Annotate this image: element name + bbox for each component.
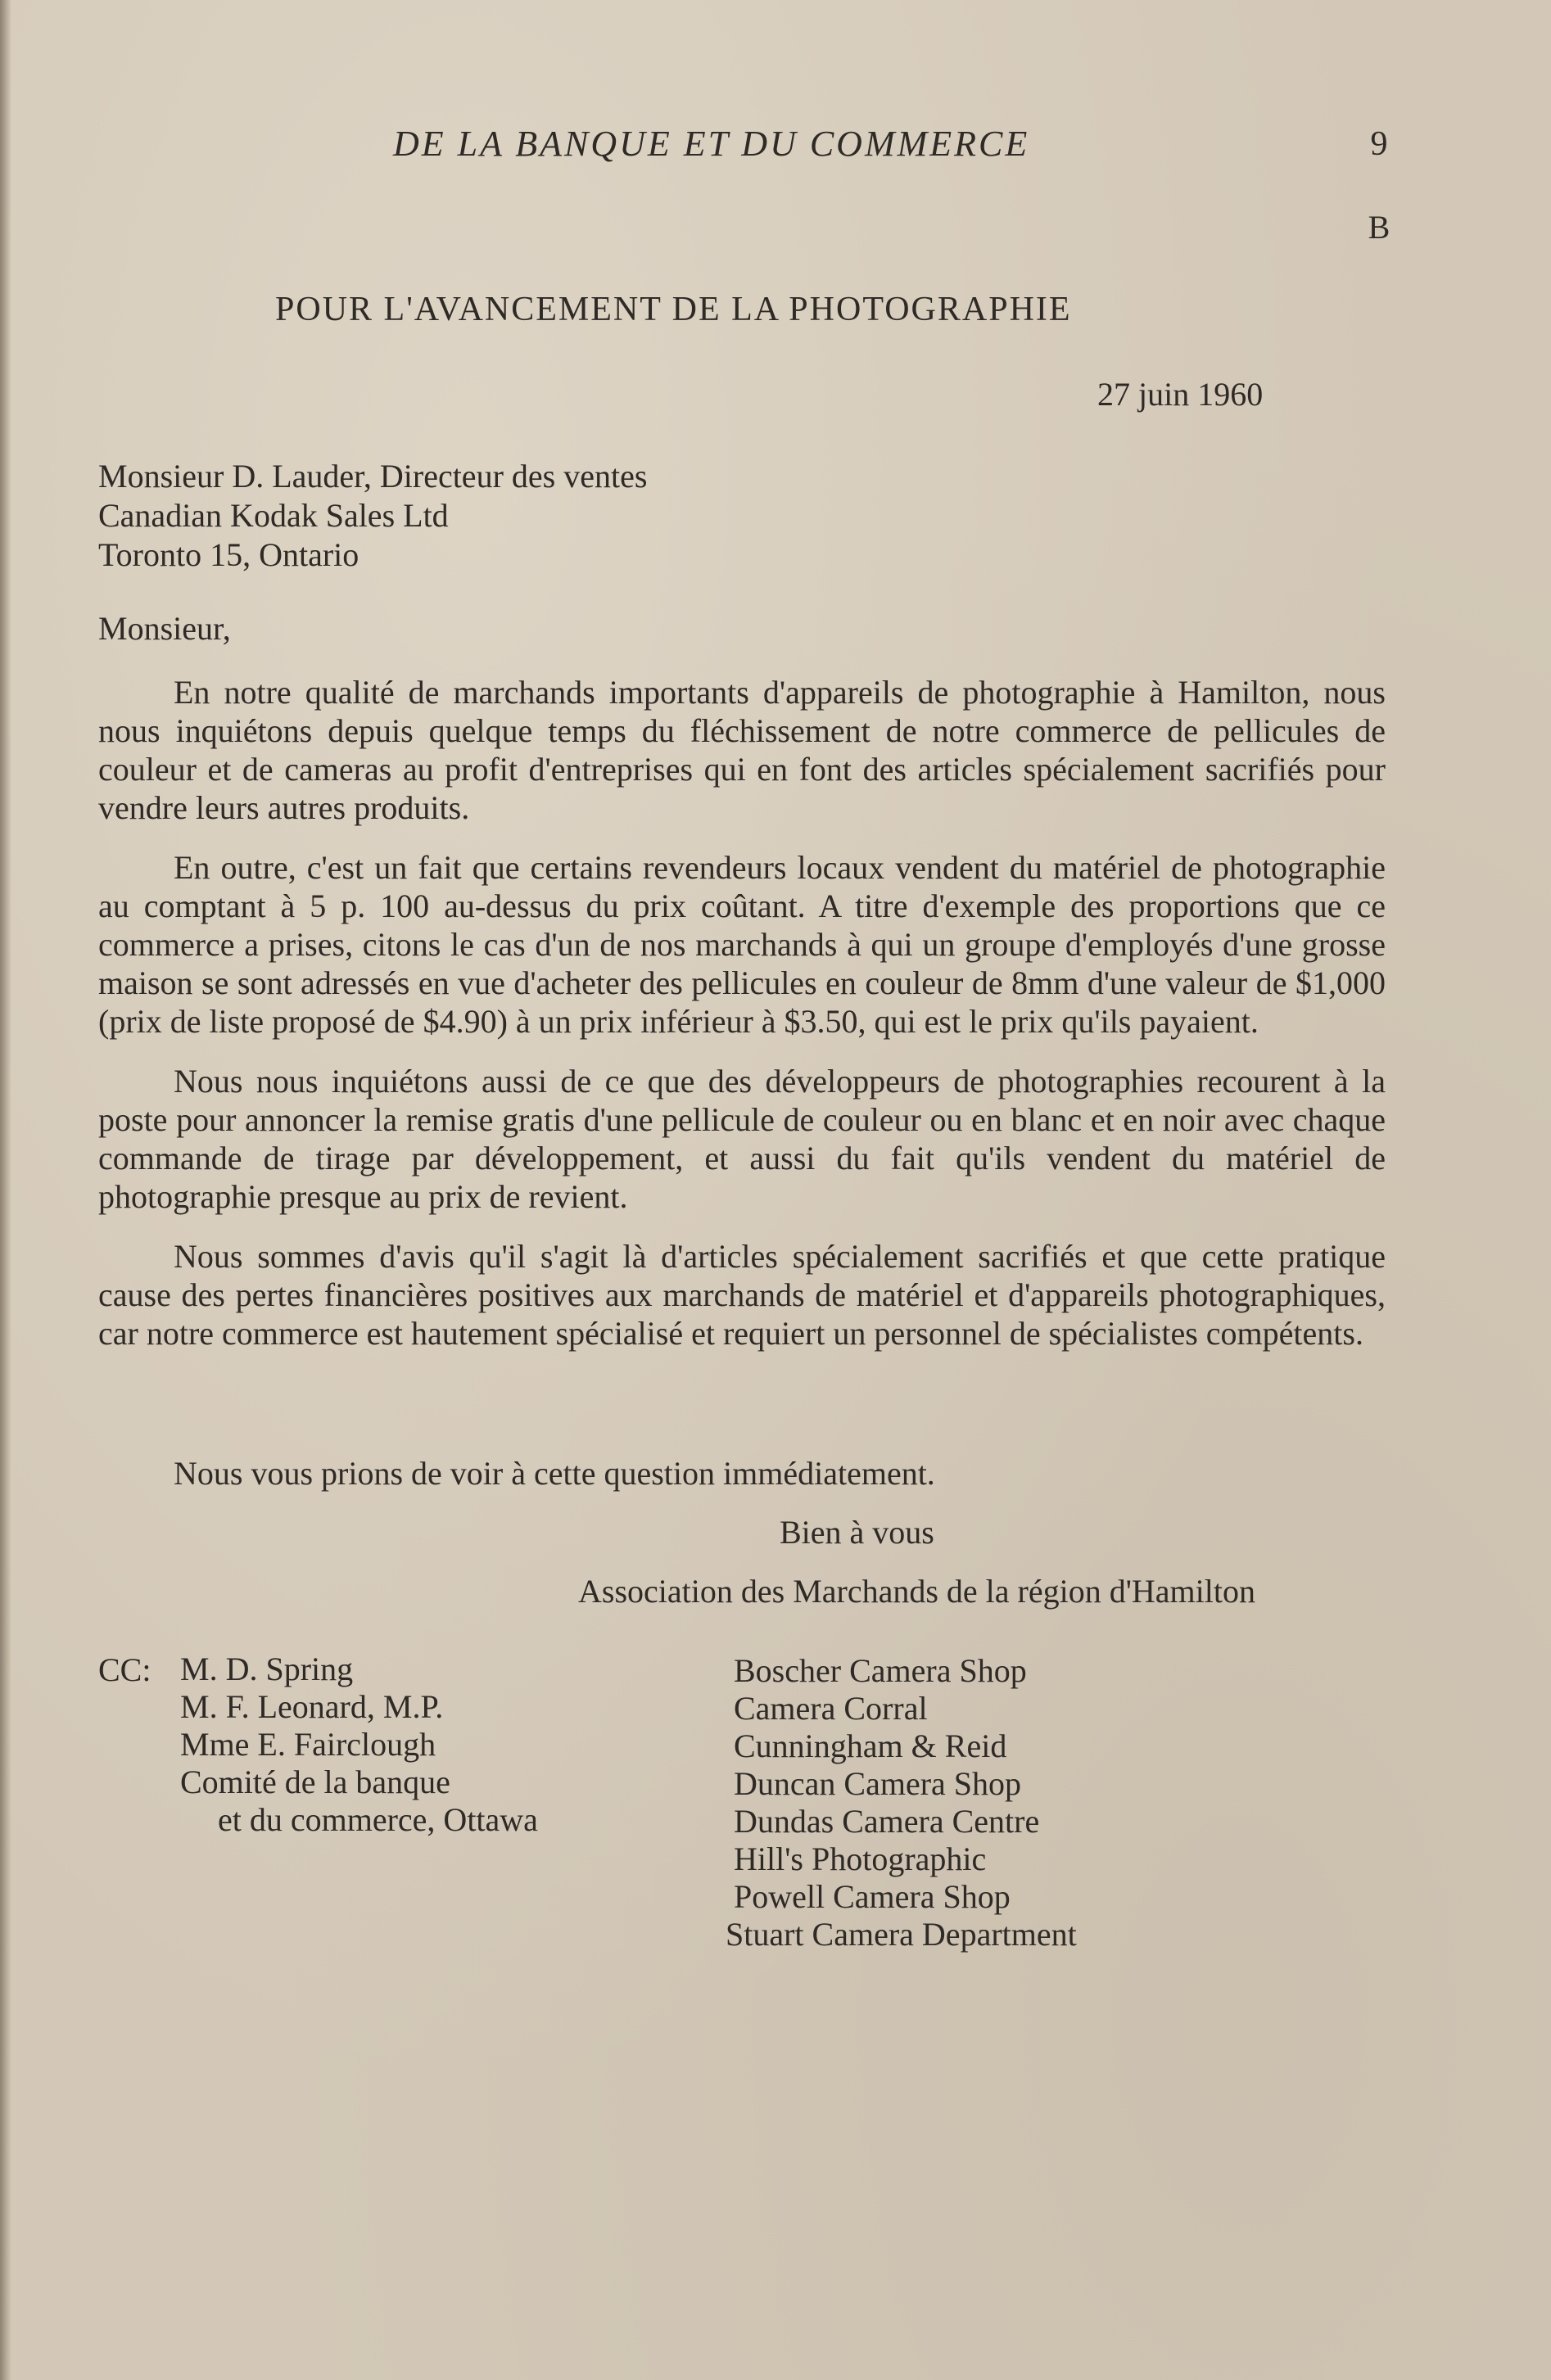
recipient-address bbox=[98, 457, 647, 575]
cc-recipient: et du commerce, Ottawa bbox=[218, 1801, 538, 1838]
signatory: Association des Marchands de la région d'Hamilton bbox=[578, 1573, 1256, 1610]
member-shops-list bbox=[726, 1652, 1077, 1953]
exhibit-letter: B bbox=[1368, 209, 1390, 246]
valediction: Bien à vous bbox=[780, 1514, 934, 1551]
cc-label: CC: bbox=[98, 1651, 151, 1688]
body-paragraph: En notre qualité de marchands importants d'appareils de photographie à Hamilton, nous nous inquiétons depuis quelque temps du fléchissement de notre commerce de pellicules de couleur et de cameras au profit d'entreprises qui en font des articles spécialement sacrifiés pour vendre leurs autres produits. bbox=[98, 674, 1386, 826]
running-head: DE LA BANQUE ET DU COMMERCE bbox=[393, 124, 1030, 164]
body-paragraph: Nous nous inquiétons aussi de ce que des développeurs de photographies recourent à la poste pour annoncer la remise gratis d'une pellicule de couleur ou en blanc et en noir avec chaque commande de tirage par développement, et aussi du fait qu'ils vendent du matériel de photographie presque au prix de revient. bbox=[98, 1063, 1386, 1215]
member-shop: Stuart Camera Department bbox=[726, 1916, 1077, 1953]
cc-recipient: Comité de la banque bbox=[180, 1764, 450, 1800]
letter-date: 27 juin 1960 bbox=[1097, 376, 1264, 413]
document-title: POUR L'AVANCEMENT DE LA PHOTOGRAPHIE bbox=[275, 291, 1072, 328]
cc-recipient: Mme E. Fairclough bbox=[180, 1726, 436, 1763]
letter-body bbox=[98, 673, 1386, 1374]
closing-request: Nous vous prions de voir à cette question immédiatement. bbox=[174, 1455, 935, 1492]
member-shop: Cunningham & Reid bbox=[734, 1727, 1007, 1764]
address-line: Monsieur D. Lauder, Directeur des ventes bbox=[98, 458, 648, 495]
member-shop: Duncan Camera Shop bbox=[734, 1765, 1022, 1802]
binding-edge bbox=[0, 0, 11, 2380]
member-shop: Powell Camera Shop bbox=[734, 1878, 1011, 1915]
salutation: Monsieur, bbox=[98, 610, 231, 647]
member-shop: Boscher Camera Shop bbox=[734, 1652, 1027, 1689]
member-shop: Dundas Camera Centre bbox=[734, 1803, 1040, 1840]
address-line: Toronto 15, Ontario bbox=[98, 536, 359, 573]
body-paragraph: En outre, c'est un fait que certains revendeurs locaux vendent du matériel de photographie au comptant à 5 p. 100 au-dessus du prix coûtant. A titre d'exemple des proportions que ce commerce a prises, citons le cas d'un de nos marchands à qui un groupe d'employés d'une grosse maison se sont adressés en vue d'acheter des pellicules en couleur de 8mm d'une valeur de $1,000 (prix de liste proposé de $4.90) à un prix inférieur à $3.50, qui est le prix qu'ils payaient. bbox=[98, 849, 1386, 1040]
member-shop: Camera Corral bbox=[734, 1690, 928, 1727]
body-paragraph: Nous sommes d'avis qu'il s'agit là d'articles spécialement sacrifiés et que cette pratique cause des pertes financières positives aux marchands de matériel et d'appareils photographiques, car notre commerce est hautement spécialisé et requiert un personnel de spécialistes compétents. bbox=[98, 1238, 1386, 1352]
cc-recipient: M. D. Spring bbox=[180, 1651, 354, 1687]
cc-recipients bbox=[180, 1651, 538, 1839]
cc-recipient: M. F. Leonard, M.P. bbox=[180, 1688, 444, 1725]
member-shop: Hill's Photographic bbox=[734, 1840, 987, 1877]
page-number: 9 bbox=[1370, 125, 1388, 163]
address-line: Canadian Kodak Sales Ltd bbox=[98, 497, 449, 534]
